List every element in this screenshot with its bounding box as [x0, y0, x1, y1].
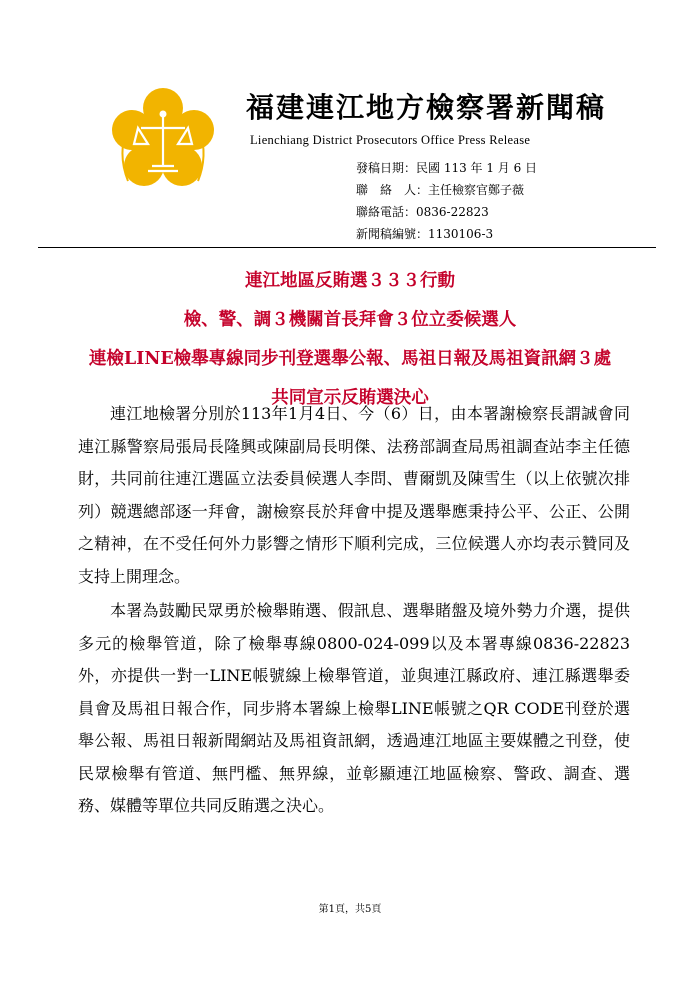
headline-2: 檢、警、調３機關首長拜會３位立委候選人 — [183, 310, 517, 330]
release-date: 發稿日期：民國 113 年 1 月 6 日 — [356, 161, 538, 175]
contact-phone: 聯絡電話：0836-22823 — [356, 205, 489, 219]
article-body — [78, 398, 630, 825]
release-meta — [356, 157, 537, 245]
headline-4: 共同宣示反賄選決心 — [271, 388, 429, 408]
header-divider — [38, 247, 656, 248]
press-release-title: 福建連江地方檢察署新聞稿 — [246, 91, 607, 124]
prosecutors-office-emblem-icon — [108, 86, 218, 196]
headline-3: 連檢LINE檢舉專線同步刊登選舉公報、馬祖日報及馬祖資訊網３處 — [88, 349, 612, 369]
press-release-subtitle: Lienchiang District Prosecutors Office Press Release — [250, 133, 531, 147]
page-number: 第1頁，共5頁 — [318, 904, 382, 915]
release-number: 新聞稿編號：1130106-3 — [356, 227, 494, 241]
headlines — [30, 262, 670, 418]
headline-1: 連江地區反賄選３３３行動 — [245, 271, 455, 291]
paragraph-1: 連江地檢署分別於113年1月4日、今（6）日，由本署謝檢察長謂誠會同連江縣警察局張局長隆興或陳副局長明傑、法務部調查局馬祖調查站李主任德財，共同前往連江選區立法委員候選人李問、曹爾凱及陳雪生（以上依號次排列）競選總部逐一拜會，謝檢察長於拜會中提及選舉應秉持公平、公正、公開之精神，在不受任何外力影響之情形下順利完成，三位候選人亦均表示贊同及支持上開理念。 — [78, 404, 630, 586]
contact-person: 聯 絡 人：主任檢察官鄭子薇 — [356, 183, 525, 197]
paragraph-2: 本署為鼓勵民眾勇於檢舉賄選、假訊息、選舉賭盤及境外勢力介選，提供多元的檢舉管道，除了檢舉專線0800-024-099以及本署專線0836-22823外，亦提供一對一LINE帳號線上檢舉管道，並與連江縣政府、連江縣選舉委員會及馬祖日報合作，同步將本署線上檢舉LINE帳號之QR CODE刊登於選舉公報、馬祖日報新聞網站及馬祖資訊網，透過連江地區主要媒體之刊登，使民眾檢舉有管道、無門檻、無界線，並彰顯連江地區檢察、警政、調查、選務、媒體等單位共同反賄選之決心。 — [78, 601, 630, 815]
